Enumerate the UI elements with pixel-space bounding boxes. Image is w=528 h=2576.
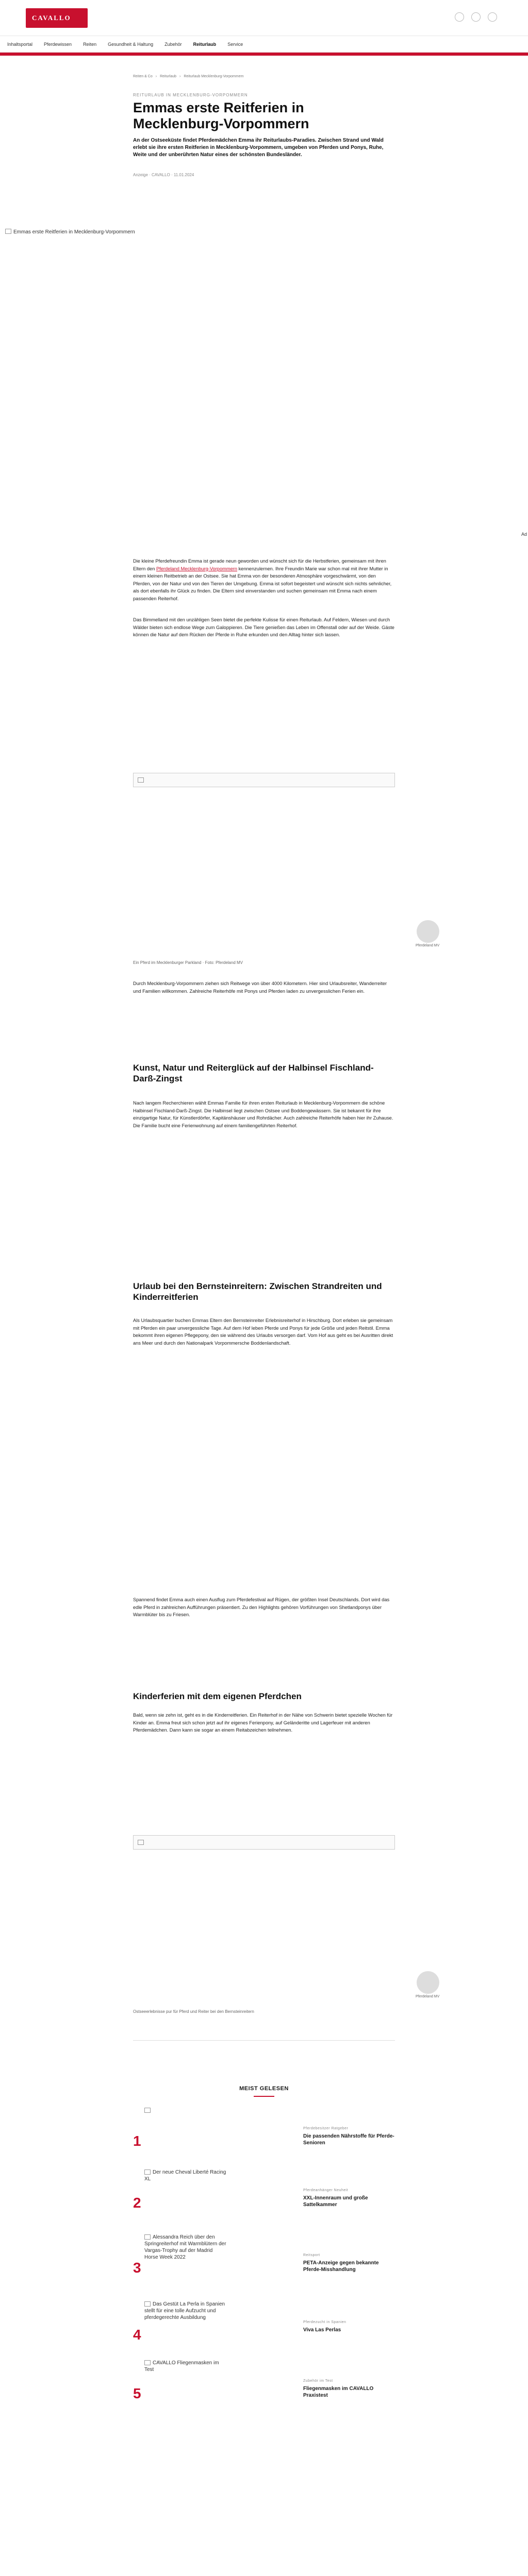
main-navigation — [0, 36, 528, 53]
most-read-item[interactable] — [133, 2360, 395, 2411]
most-read-number: 4 — [133, 2327, 141, 2343]
most-read-title[interactable]: Fliegenmasken im CAVALLO Praxistest — [303, 2386, 374, 2398]
nav-item[interactable]: Reiturlaub — [193, 42, 217, 47]
menu-icon[interactable] — [488, 12, 497, 22]
broken-image-icon — [144, 2301, 151, 2307]
most-read-title[interactable]: Die passenden Nährstoffe für Pferde-Senioren — [303, 2133, 394, 2146]
most-read-image[interactable] — [144, 2107, 227, 2159]
broken-image-icon — [144, 2234, 151, 2240]
most-read-image-alt: Alessandra Reich über den Springreiterhof mit Warmblütern der Vargas-Trophy auf der Madrid Horse Week 2022 — [144, 2234, 226, 2260]
most-read-category: Zubehör im Test — [303, 2379, 333, 2383]
most-read-title[interactable]: Viva Las Perlas — [303, 2327, 341, 2333]
breadcrumb: Reiten & Co › Reiturlaub › Reiturlaub Mecklenburg-Vorpommern — [133, 75, 244, 78]
most-read-item[interactable] — [133, 2301, 395, 2352]
broken-image-icon — [144, 2108, 151, 2113]
brand-logo[interactable] — [26, 8, 88, 28]
most-read-title[interactable]: PETA-Anzeige gegen bekannte Pferde-Misshandlung — [303, 2260, 379, 2273]
broken-image-icon — [144, 2360, 151, 2365]
nav-item[interactable]: Pferdewissen — [44, 42, 72, 47]
most-read-category: Reitsport — [303, 2253, 320, 2257]
most-read-item[interactable] — [133, 2234, 395, 2285]
most-read-image[interactable] — [144, 2169, 227, 2221]
most-read-category: Pferdebesitzer Ratgeber — [303, 2127, 349, 2130]
header-icons — [455, 12, 497, 22]
most-read-number: 3 — [133, 2260, 141, 2276]
broken-image-icon — [5, 229, 11, 234]
partner-logo-2 — [417, 1971, 439, 1994]
most-read-item[interactable] — [133, 2169, 395, 2221]
article-lead: An der Ostseeküste findet Pferdemädchen Emma ihr Reiturlaubs-Paradies. Zwischen Strand und Wald erlebt sie ihre ersten Reitferien in Mecklenburg-Vorpommern, umgeben von Pferden und Ponys, Ruhe, Weite und der unberührten Natur eines der schönsten Bundesländer. — [133, 138, 384, 158]
partner-logo-label: Pferdeland MV — [416, 944, 440, 947]
paragraph-5: Als Urlaubsquartier buchen Emmas Eltern den Bernsteinreiter Erlebnisreiterhof in Hirschburg. Dort erleben sie gemeinsam mit Pferden ein paar unvergessliche Tage. Auf dem Hof leben Pferde und Ponys für jede Größe und jeden Reitstil. Emma bekommt ihren eigenen Pflegepony, den sie während des Urlaubs versorgen darf. Vom Hof aus geht es bei Ausritten direkt ans Meer und durch den Nationalpark Vorpommersche Boddenlandschaft. — [133, 1318, 393, 1346]
most-read-number: 1 — [133, 2133, 141, 2149]
image-1-credit: Ein Pferd im Mecklenburger Parkland · Foto: Pferdeland MV — [133, 960, 243, 965]
ad-strip — [0, 53, 528, 56]
most-read-image-alt: Der neue Cheval Liberté Racing XL — [144, 2170, 226, 2182]
subheading-3: Kinderferien mit dem eigenen Pferdchen — [133, 1691, 302, 1701]
most-read-number: 5 — [133, 2385, 141, 2401]
paragraph-6: Spannend findet Emma auch einen Ausflug zum Pferdefestival auf Rügen, der größten Insel Deutschlands. Dort wird das edle Pferd in zahlreichen Aufführungen präsentiert. Zu den Highlights gehören Vorführungen von Shetlandponys über Warmblüter bis zu Friesen. — [133, 1597, 390, 1617]
partner-logo — [417, 920, 439, 943]
paragraph-4: Nach langem Recherchieren wählt Emmas Familie für ihren ersten Reiturlaub in Mecklenburg-Vorpommern die schöne Halbinsel Fischland-Darß-Zingst. Die Halbinsel liegt zwischen Ostsee und Boddengewässern. Sie ist bekannt für ihre einzigartige Natur, für Künstlerdörfer, Kapitänshäuser und Rohrdächer. Auch zahlreiche Reiterhöfe haben hier ihr Zuhause. Die Familie bucht eine Ferienwohnung auf einem familiengeführten Reiterhof. — [133, 1100, 393, 1128]
logo-text: CAVALLO — [32, 14, 71, 22]
section-divider — [133, 2040, 395, 2041]
pferdeland-link[interactable]: Pferdeland Mecklenburg-Vorpommern — [156, 566, 238, 571]
most-read-category: Pferdezucht in Spanien — [303, 2320, 346, 2324]
nav-item[interactable]: Inhaltsportal — [7, 42, 33, 47]
most-read-image[interactable] — [144, 2301, 227, 2352]
nav-item[interactable]: Gesundheit & Haltung — [108, 42, 154, 47]
top-header — [0, 0, 528, 36]
most-read-category: Pferdeanhänger Neuheit — [303, 2189, 349, 2192]
most-read-title[interactable]: XXL-Innenraum und große Sattelkammer — [303, 2195, 368, 2208]
article-title: Emmas erste Reitferien in Mecklenburg-Vorpommern — [133, 100, 309, 131]
nav-item[interactable]: Service — [227, 42, 243, 47]
search-icon[interactable] — [455, 12, 464, 22]
article-meta: Anzeige · CAVALLO · 11.01.2024 — [133, 173, 194, 177]
paragraph-7: Bald, wenn sie zehn ist, geht es in die Kinderreitferien. Ein Reiterhof in der Nähe von Schwerin bietet spezielle Wochen für Kinder an. Emma freut sich schon jetzt auf ihr eigenes Ferienpony, auf Geländeritte und Lagerfeuer mit anderen Pferdemädchen. Dann kann sie sogar an einem Reitabzeichen teilnehmen. — [133, 1713, 393, 1733]
most-read-item[interactable] — [133, 2107, 395, 2159]
nav-item[interactable]: Reiten — [83, 42, 97, 47]
user-icon[interactable] — [471, 12, 481, 22]
partner-logo-2-label: Pferdeland MV — [416, 1995, 440, 1998]
paragraph-2: Das Bimmelland mit den unzähligen Seen bietet die perfekte Kulisse für einen Reiturlaub. Auf Feldern, Wiesen und durch Wälder bieten sich endlose Wege zum Galoppieren. Die Tiere genießen das Leben im Offenstall oder auf der Weide. Gäste können die Natur auf dem Rücken der Pferde in Ruhe erkunden und den Alltag hinter sich lassen. — [133, 617, 394, 637]
broken-image-icon — [138, 1840, 144, 1845]
broken-image-icon — [144, 2170, 151, 2175]
subheading-1: Kunst, Natur und Reiterglück auf der Halbinsel Fischland-Darß-Zingst — [133, 1063, 374, 1083]
most-read-image[interactable] — [144, 2360, 227, 2411]
ad-label[interactable]: Ad — [521, 532, 527, 537]
breadcrumb-item[interactable]: Reiturlaub Mecklenburg-Vorpommern — [184, 75, 244, 78]
most-read-image-alt: CAVALLO Fliegenmasken im Test — [144, 2360, 219, 2372]
most-read-number: 2 — [133, 2195, 141, 2211]
article-image-1 — [133, 773, 395, 787]
broken-image-icon — [138, 777, 144, 783]
paragraph-1: Die kleine Pferdefreundin Emma ist gerade neun geworden und wünscht sich für die Herbstferien, gemeinsam mit ihren Eltern den Pferdeland Mecklenburg-Vorpommern kennenzulernen. Ihre Freundin Marie war schon mal mit ihrer Mutter in einem kleinen Reitbetrieb an der Ostsee. Sie hat Emma von der besonderen Atmosphäre vorgeschwärmt, von den Pferden, von der Natur und von den Tieren der Umgebung. Emma ist sofort begeistert und wünscht sich nichts sehnlicher, als dort ebenfalls ihr Glück zu finden. Die Eltern sind einverstanden und suchen gemeinsam mit Emma nach einem passenden Reiterhof. — [133, 558, 392, 601]
most-read-image-alt: Das Gestüt La Perla in Spanien stellt für eine tolle Aufzucht und pferdegerechte Ausbildung — [144, 2301, 225, 2320]
most-read-image[interactable] — [144, 2234, 227, 2285]
breadcrumb-item[interactable]: Reiturlaub — [160, 75, 177, 78]
paragraph-3: Durch Mecklenburg-Vorpommern ziehen sich Reitwege von über 4000 Kilometern. Hier sind Urlaubsreiter, Wanderreiter und Familien willkommen. Zahlreiche Reiterhöfe mit Ponys und Pferden laden zu unvergesslichen Ferien ein. — [133, 981, 387, 994]
article-image-2 — [133, 1835, 395, 1850]
hero-image-alt: Emmas erste Reitferien in Mecklenburg-Vorpommern — [13, 229, 135, 235]
nav-item[interactable]: Zubehör — [164, 42, 182, 47]
subheading-2: Urlaub bei den Bernsteinreitern: Zwischen Strandreiten und Kinderreitferien — [133, 1281, 382, 1302]
image-2-credit: Ostseeerlebnisse pur für Pferd und Reiter bei den Bernsteinreitern — [133, 2009, 254, 2014]
most-read-underline — [254, 2096, 274, 2097]
most-read-heading: MEIST GELESEN — [239, 2086, 289, 2092]
hero-image — [5, 227, 523, 237]
breadcrumb-item[interactable]: Reiten & Co — [133, 75, 153, 78]
article-kicker: REITURLAUB IN MECKLENBURG-VORPOMMERN — [133, 93, 248, 97]
